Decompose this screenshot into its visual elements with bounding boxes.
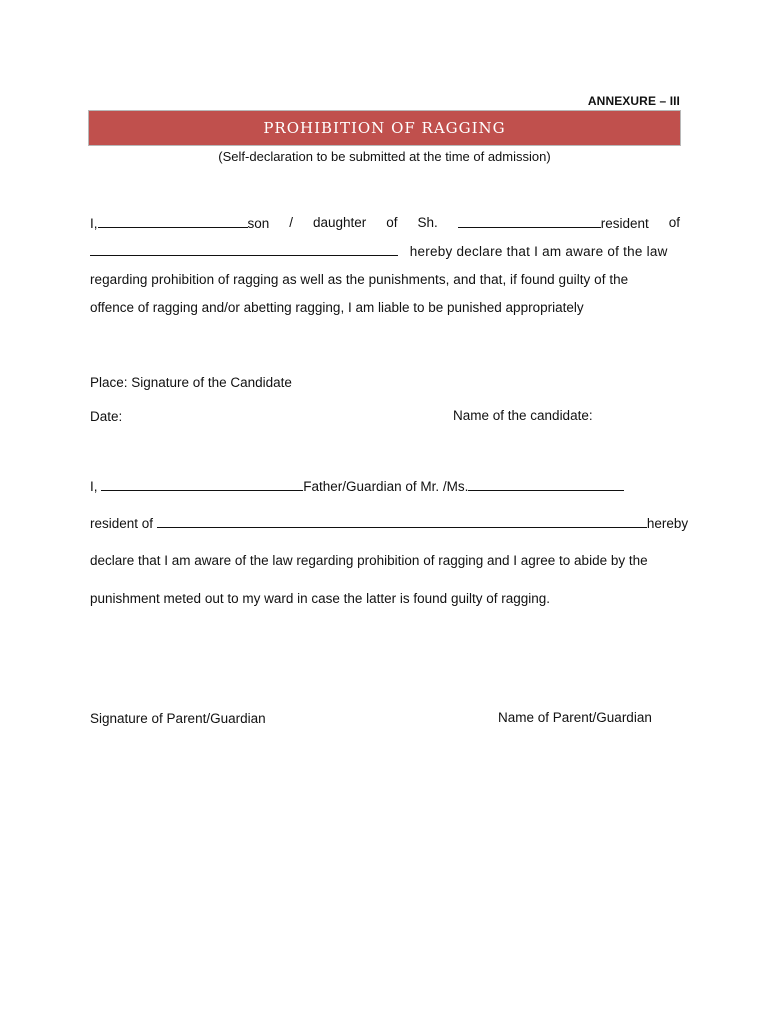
text-resident: resident [600,216,649,231]
candidate-name-group [90,214,269,233]
candidate-line-2 [90,242,680,261]
place-signature-label: Place: Signature of the Candidate [90,375,292,390]
text-father-guardian: Father/Guardian of Mr. /Ms. [303,479,469,494]
ward-name-blank[interactable] [468,477,624,491]
page-subtitle: (Self-declaration to be submitted at the time of admission) [218,149,551,164]
text-daughter: daughter [313,215,367,230]
parent-name-label: Name of Parent/Guardian [498,710,652,725]
residence-blank[interactable] [90,242,398,256]
father-name-blank[interactable] [458,214,601,228]
parent-line-3: declare that I am aware of the law regarding prohibition of ragging and I agree to abide by the [90,553,648,568]
parent-line-1 [90,477,680,496]
father-name-group [458,214,649,233]
text-resident-of: resident of [90,516,154,531]
text-i-parent: I, [90,479,98,494]
parent-line-4: punishment meted out to my ward in case the latter is found guilty of ragging. [90,591,551,606]
text-sh: Sh. [417,215,438,230]
candidate-line-3: regarding prohibition of ragging as well as the punishments, and that, if found guilty of the [90,272,629,287]
title-banner [88,110,681,146]
annexure-label: ANNEXURE – III [587,94,680,108]
text-slash: / [289,215,294,230]
text-of-2: of [668,215,680,230]
page-title: PROHIBITION OF RAGGING [263,119,506,137]
candidate-name-label: Name of the candidate: [453,408,593,423]
text-hereby-declare: hereby declare that I am aware of the law [409,244,668,259]
parent-line-2 [90,514,689,533]
candidate-line-4: offence of ragging and/or abetting ragging, I am liable to be punished appropriately [90,300,584,315]
candidate-line-1 [90,214,680,233]
date-label: Date: [90,409,123,424]
text-i: I, [90,216,98,231]
text-son: son [247,216,270,231]
text-hereby: hereby [646,516,689,531]
parent-signature-label: Signature of Parent/Guardian [90,711,266,726]
text-of: of [386,215,398,230]
parent-name-blank[interactable] [101,477,303,491]
parent-residence-blank[interactable] [157,514,647,528]
candidate-name-blank[interactable] [98,214,248,228]
